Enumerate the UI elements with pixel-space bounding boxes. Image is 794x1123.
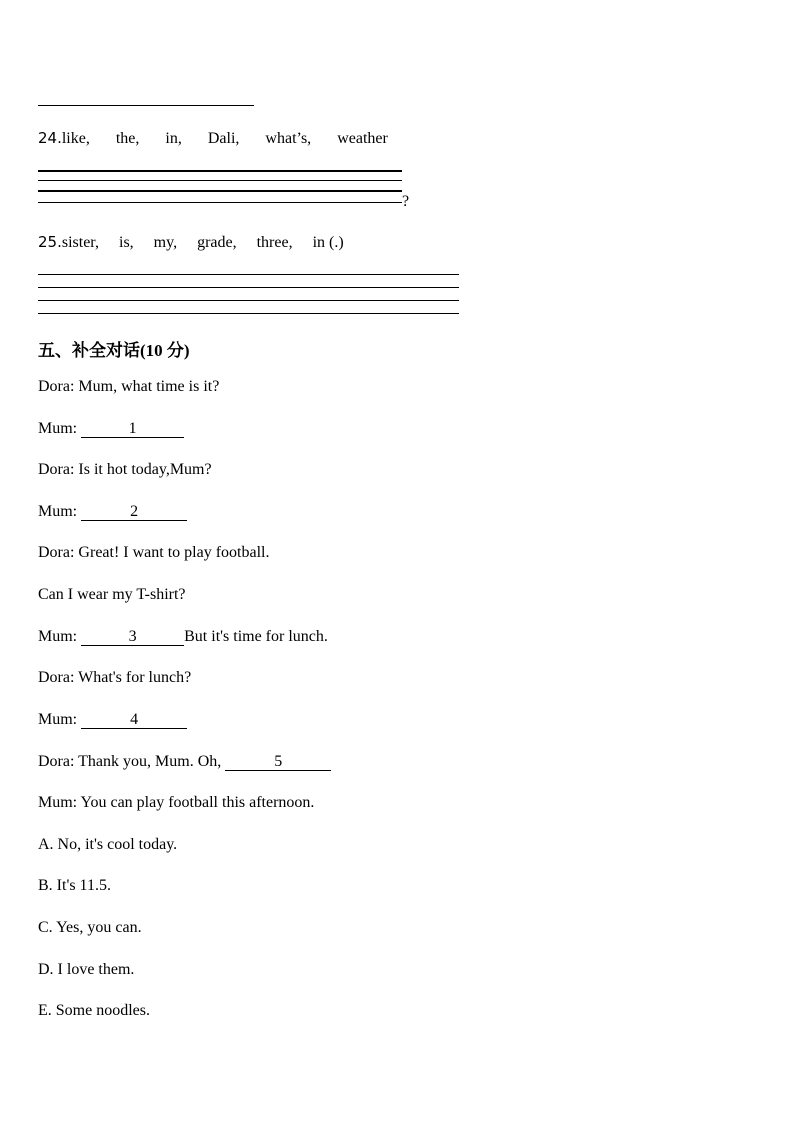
q25-word: in (.) [312,234,344,251]
dialogue-blank[interactable]: 5 [225,754,331,771]
q25-word: grade, [197,234,237,251]
q24-word: weather [337,130,388,147]
q24-answer-line[interactable] [38,170,402,172]
section-score-close: ) [183,341,190,360]
dialogue-suffix: But it's time for lunch. [184,628,328,645]
dialogue-line [38,503,187,521]
q25-word: three, [256,234,293,251]
option-c: C. Yes, you can. [38,919,142,936]
q25-word: sister, [61,234,99,251]
q25-word: is, [119,234,134,251]
q24-question-mark: ? [402,193,410,210]
q24-word: like, [61,130,90,147]
q25-answer-line[interactable] [38,287,459,288]
q24-word: what’s, [265,130,312,147]
dialogue-blank[interactable]: 3 [81,629,184,646]
dialogue-blank[interactable]: 2 [81,504,187,521]
dialogue-line: Dora: Mum, what time is it? [38,378,220,395]
section-score-unit: 分 [166,341,184,361]
section-score-open: (10 [140,341,167,360]
q25-word: my, [153,234,178,251]
q24-word: the, [115,130,140,147]
q25-answer-line[interactable] [38,300,459,301]
q24-answer-line[interactable] [38,180,402,181]
option-a: A. No, it's cool today. [38,836,178,853]
dialogue-line: Dora: What's for lunch? [38,669,192,686]
question-25 [38,233,344,252]
q24-answer-line[interactable] [38,202,402,203]
dialogue-line [38,711,187,729]
dialogue-line [38,420,184,438]
dialogue-blank[interactable]: 4 [81,712,187,729]
option-d: D. I love them. [38,961,135,978]
dialogue-speaker: Mum: [38,711,82,728]
option-e: E. Some noodles. [38,1002,150,1019]
q25-answer-line[interactable] [38,313,459,314]
section-title [38,336,190,361]
answer-line-prev [38,105,254,106]
q24-word: Dali, [207,130,240,147]
dialogue-line: Mum: You can play football this afternoon. [38,794,315,811]
q24-word: in, [165,130,182,147]
dialogue-blank[interactable]: 1 [81,421,184,438]
section-title-text: 五、补全对话 [38,341,140,361]
dialogue-line: Dora: Is it hot today,Mum? [38,461,212,478]
q25-answer-line[interactable] [38,274,459,275]
question-24-number: 24. [38,129,62,147]
question-24 [38,129,388,148]
dialogue-line [38,628,328,646]
question-25-number: 25. [38,233,62,251]
dialogue-line: Dora: Great! I want to play football. [38,544,270,561]
dialogue-speaker: Dora: Thank you, Mum. Oh, [38,753,226,770]
dialogue-speaker: Mum: [38,420,82,437]
option-b: B. It's 11.5. [38,877,111,894]
dialogue-line [38,753,331,771]
dialogue-line: Can I wear my T-shirt? [38,586,186,603]
dialogue-speaker: Mum: [38,628,82,645]
q24-answer-line[interactable] [38,190,402,192]
dialogue-speaker: Mum: [38,503,82,520]
